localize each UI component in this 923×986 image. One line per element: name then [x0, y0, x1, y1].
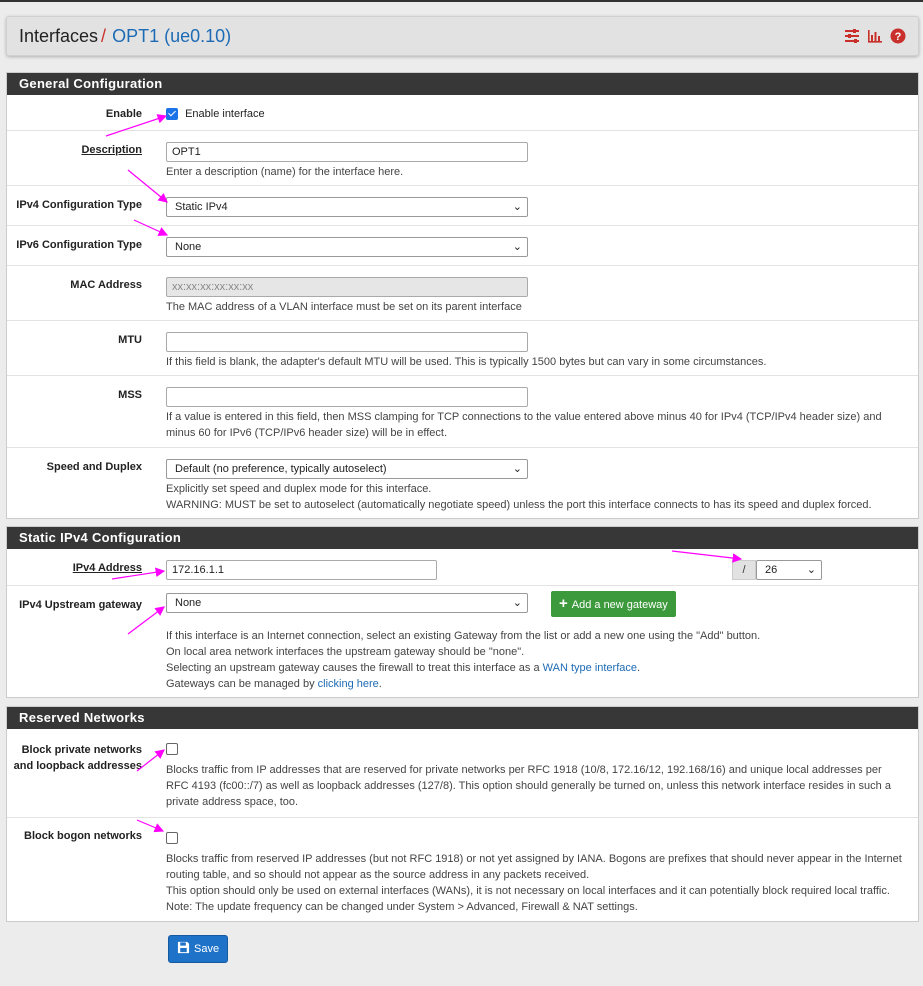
- row-block-bogon: [7, 817, 918, 922]
- breadcrumb-section[interactable]: Interfaces: [19, 26, 99, 46]
- mac-address-help: The MAC address of a VLAN interface must be set on its parent interface: [166, 301, 522, 313]
- page-header: [6, 16, 919, 56]
- description-input[interactable]: OPT1: [166, 142, 528, 162]
- mss-input[interactable]: [166, 387, 528, 407]
- gateway-help-line: If this interface is an Internet connection, select an existing Gateway from the list or add a new one using the "Add" button.: [166, 630, 761, 642]
- speed-duplex-help: [166, 481, 872, 513]
- block-bogon-checkbox[interactable]: [166, 832, 178, 844]
- row-mac-address: [7, 265, 918, 321]
- floppy-disk-icon: [177, 941, 190, 954]
- private-help-line: RFC 4193 (fc00::/7) as well as loopback addresses (127/8). This option should generally be turned on, unless this network interface resides in such a: [166, 780, 891, 792]
- mtu-input[interactable]: [166, 332, 528, 352]
- chevron-down-icon: ⌄: [806, 564, 816, 576]
- mss-help: [166, 409, 882, 441]
- enable-checkbox[interactable]: [166, 108, 178, 120]
- block-private-help: [166, 762, 891, 810]
- ipv4-type-value: Static IPv4: [175, 201, 228, 213]
- mss-help-line: If a value is entered in this field, then MSS clamping for TCP connections to the value entered above minus 40 for IPv4 (TCP/IPv4 header size) and: [166, 411, 882, 423]
- ipv6-type-select[interactable]: [166, 237, 528, 257]
- chevron-down-icon: ⌄: [512, 241, 522, 253]
- ipv4-type-select[interactable]: [166, 197, 528, 217]
- gateway-help-line: [166, 660, 760, 676]
- static-ipv4-panel: [6, 526, 919, 698]
- chevron-down-icon: ⌄: [512, 597, 522, 609]
- block-private-label-line: and loopback addresses: [13, 760, 142, 772]
- bogon-help-line: Blocks traffic from reserved IP addresses (but not RFC 1918) or not yet assigned by IANA. Bogons are prefixes that should never appear in the Internet: [166, 853, 902, 865]
- panel-title-static-ipv4: Static IPv4 Configuration: [7, 527, 918, 549]
- row-mss: [7, 375, 918, 448]
- row-block-private: [7, 729, 918, 817]
- gateway-help-text: Gateways can be managed by: [166, 678, 318, 690]
- enable-control: [166, 108, 265, 120]
- row-speed-duplex: [7, 447, 918, 519]
- private-help-line: Blocks traffic from IP addresses that are reserved for private networks per RFC 1918 (10/8, 172.16/12, 192.168/16) and unique local addresses per: [166, 764, 882, 776]
- speed-duplex-label: Speed and Duplex: [46, 461, 142, 473]
- gateway-help-line: [166, 676, 760, 692]
- save-button[interactable]: [168, 935, 228, 963]
- panel-title-reserved: Reserved Networks: [7, 707, 918, 729]
- ipv4-address-input[interactable]: 172.16.1.1: [166, 560, 437, 580]
- row-description: [7, 130, 918, 186]
- ipv4-gateway-select[interactable]: [166, 593, 528, 613]
- ipv4-address-label: IPv4 Address: [72, 562, 142, 574]
- save-label: Save: [194, 943, 220, 955]
- block-private-label-line: Block private networks: [21, 744, 142, 756]
- ipv4-gateway-help: [166, 628, 760, 692]
- wan-type-interface-link[interactable]: WAN type interface: [542, 662, 638, 674]
- mac-address-input: xx:xx:xx:xx:xx:xx: [166, 277, 528, 297]
- breadcrumb: [19, 26, 231, 47]
- enable-label: Enable: [105, 108, 142, 120]
- help-icon[interactable]: [890, 28, 906, 44]
- gateway-help-text: Selecting an upstream gateway causes the firewall to treat this interface as a: [166, 662, 543, 674]
- add-gateway-wrap: [551, 591, 676, 617]
- chevron-down-icon: ⌄: [512, 463, 522, 475]
- panel-title-general: General Configuration: [7, 73, 918, 95]
- speed-duplex-value: Default (no preference, typically autoselect): [175, 463, 387, 475]
- top-border: [0, 0, 923, 2]
- header-icons: [844, 28, 906, 44]
- speed-help-line: Explicitly set speed and duplex mode for this interface.: [166, 483, 432, 495]
- breadcrumb-current[interactable]: OPT1 (ue0.10): [112, 26, 232, 46]
- cidr-slash: /: [732, 560, 756, 580]
- row-ipv4-type: [7, 185, 918, 226]
- description-label: Description: [81, 144, 142, 156]
- add-gateway-button[interactable]: [551, 591, 676, 617]
- block-bogon-label: Block bogon networks: [24, 830, 142, 842]
- bar-chart-icon[interactable]: [867, 28, 883, 44]
- row-enable: [7, 95, 918, 130]
- gateway-help-text: .: [378, 678, 382, 690]
- ipv6-type-label: IPv6 Configuration Type: [16, 239, 142, 251]
- ipv4-gateway-label: IPv4 Upstream gateway: [19, 599, 142, 611]
- mtu-label: MTU: [118, 334, 142, 346]
- reserved-networks-panel: [6, 706, 919, 922]
- plus-icon: +: [559, 595, 568, 612]
- general-configuration-panel: [6, 72, 919, 519]
- ipv4-type-label: IPv4 Configuration Type: [16, 199, 142, 211]
- mss-label: MSS: [118, 389, 142, 401]
- sliders-icon[interactable]: [844, 28, 860, 44]
- ipv6-type-value: None: [175, 241, 202, 253]
- row-ipv6-type: [7, 225, 918, 266]
- gateway-help-line: On local area network interfaces the upstream gateway should be "none".: [166, 646, 525, 658]
- speed-duplex-select[interactable]: [166, 459, 528, 479]
- chevron-down-icon: ⌄: [512, 201, 522, 213]
- block-bogon-help: [166, 851, 902, 915]
- cidr-select[interactable]: [756, 560, 822, 580]
- bogon-help-line: routing table, and so should not appear as the source address in any packets received.: [166, 869, 590, 881]
- description-help: Enter a description (name) for the interface here.: [166, 166, 404, 178]
- cidr-value: 26: [765, 564, 778, 576]
- enable-checkbox-label[interactable]: Enable interface: [185, 108, 265, 120]
- gateway-help-text: .: [637, 662, 641, 674]
- bogon-help-line: This option should only be used on external interfaces (WANs), it is not necessary on local interfaces and it can potentially block required local traffic.: [166, 885, 890, 897]
- svg-text:?: ?: [894, 31, 902, 44]
- row-mtu: [7, 320, 918, 376]
- breadcrumb-separator: /: [101, 26, 107, 46]
- mss-help-line: minus 60 for IPv6 (TCP/IPv6 header size) will be in effect.: [166, 427, 448, 439]
- save-wrap: [168, 935, 228, 963]
- mtu-help: If this field is blank, the adapter's default MTU will be used. This is typically 1500 bytes but can vary in some circumstances.: [166, 356, 767, 368]
- add-gateway-label: Add a new gateway: [571, 599, 668, 611]
- block-private-label: [14, 742, 142, 774]
- bogon-help-line: Note: The update frequency can be changed under System > Advanced, Firewall & NAT settings.: [166, 901, 638, 913]
- clicking-here-link[interactable]: clicking here: [317, 678, 379, 690]
- private-help-line: private address space, too.: [166, 796, 299, 808]
- row-ipv4-gateway: [7, 585, 918, 698]
- ipv4-gateway-value: None: [175, 597, 202, 609]
- speed-help-line: WARNING: MUST be set to autoselect (automatically negotiate speed) unless the port this interface connects to has its speed and duplex forced.: [166, 499, 872, 511]
- mac-address-label: MAC Address: [70, 279, 142, 291]
- row-ipv4-address: [7, 549, 918, 585]
- block-private-checkbox[interactable]: [166, 743, 178, 755]
